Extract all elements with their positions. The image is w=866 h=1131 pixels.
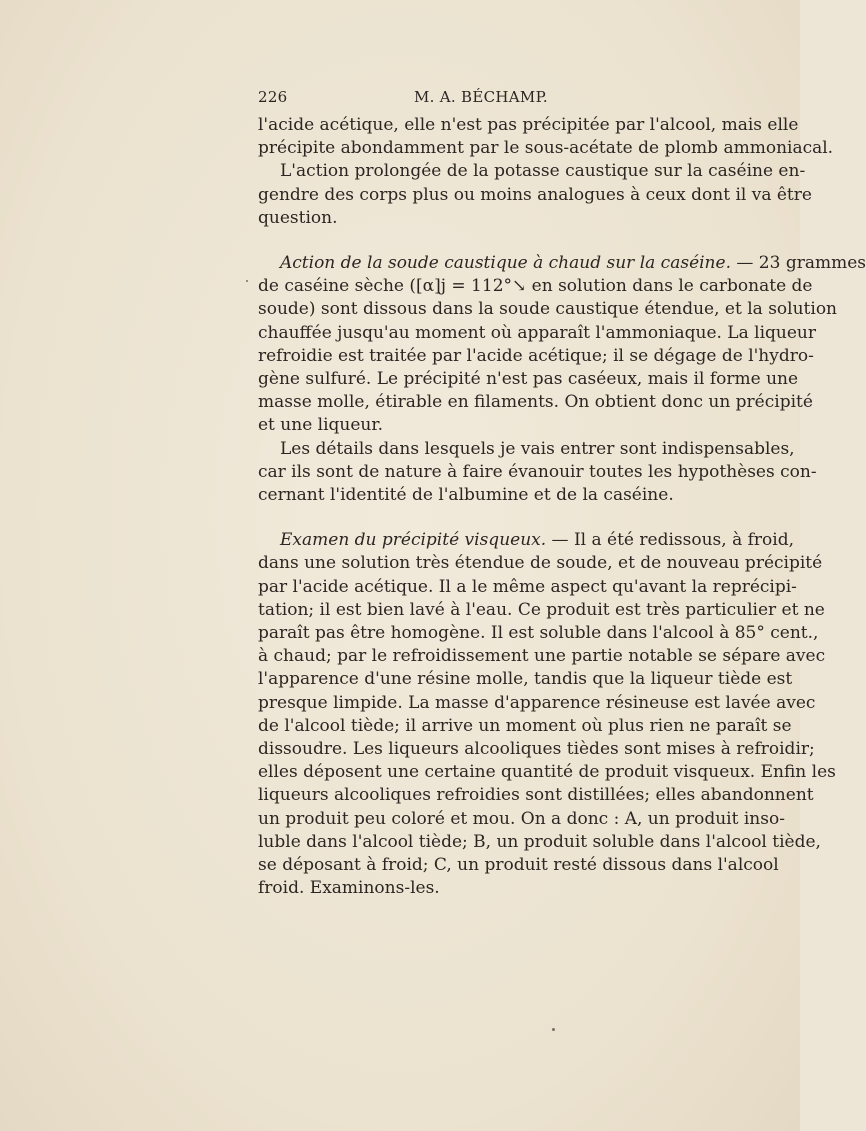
paragraph <box>258 529 836 900</box>
text-line: car ils sont de nature à faire évanouir toutes les hypothèses con- <box>258 461 817 482</box>
text-line: dissoudre. Les liqueurs alcooliques tièdes sont mises à refroidir; <box>258 739 815 760</box>
text-line: gène sulfuré. Le précipité n'est pas caséeux, mais il forme une <box>258 369 799 390</box>
text-line: soude) sont dissous dans la soude caustique étendue, et la solution <box>258 299 837 320</box>
text-line: à chaud; par le refroidissement une partie notable se sépare avec <box>258 646 826 667</box>
paragraph-gap <box>258 507 736 529</box>
paper-speck <box>552 1028 555 1031</box>
text-line: L'action prolongée de la potasse caustique sur la caséine en- <box>280 161 806 182</box>
text-line: un produit peu coloré et mou. On a donc : A, un produit inso- <box>258 808 785 829</box>
text-line: refroidie est traitée par l'acide acétique; il se dégage de l'hydro- <box>258 345 814 366</box>
text-line: et une liqueur. <box>258 415 384 436</box>
text-line: gendre des corps plus ou moins analogues à ceux dont il va être <box>258 184 812 205</box>
paragraph <box>258 438 817 508</box>
text-line: Les détails dans lesquels je vais entrer sont indispensables, <box>280 438 795 459</box>
text-line: question. <box>258 207 338 228</box>
text-line: masse molle, étirable en filaments. On obtient donc un précipité <box>258 392 813 413</box>
text-line: de l'alcool tiède; il arrive un moment où plus rien ne paraît se <box>258 715 792 736</box>
page-header <box>258 88 548 110</box>
text-line: l'acide acétique, elle n'est pas précipitée par l'alcool, mais elle <box>258 115 799 135</box>
text-line: elles déposent une certaine quantité de produit visqueux. Enfin les <box>258 762 836 783</box>
paragraph <box>258 114 834 160</box>
text-line: chauffée jusqu'au moment où apparaît l'ammoniaque. La liqueur <box>258 322 816 343</box>
text-line: tation; il est bien lavé à l'eau. Ce produit est très particulier et ne <box>258 599 825 620</box>
page-number: 226 <box>258 88 288 106</box>
body-text <box>258 114 866 901</box>
paragraph <box>258 252 866 438</box>
section-title: Action de la soude caustique à chaud sur la caséine. <box>280 253 731 274</box>
paragraph-gap <box>258 230 736 252</box>
text-line: presque limpide. La masse d'apparence résineuse est lavée avec <box>258 692 816 713</box>
text-line: précipite abondamment par le sous-acétate de plomb ammoniacal. <box>258 138 834 159</box>
text-line <box>258 529 794 552</box>
text-line: cernant l'identité de l'albumine et de la caséine. <box>258 485 674 506</box>
text-line: par l'acide acétique. Il a le même aspect qu'avant la reprécipi- <box>258 576 797 597</box>
text-line: se déposant à froid; C, un produit resté dissous dans l'alcool <box>258 855 779 876</box>
section-title: Examen du précipité visqueux. <box>280 530 547 551</box>
text-fragment: — 23 grammes <box>730 253 866 274</box>
text-fragment: — Il a été redissous, à froid, <box>546 530 794 551</box>
text-line: paraît pas être homogène. Il est soluble dans l'alcool à 85° cent., <box>258 623 819 644</box>
paper-speck <box>246 280 248 282</box>
text-line <box>258 252 866 275</box>
text-line: liqueurs alcooliques refroidies sont distillées; elles abandonnent <box>258 785 814 806</box>
text-line: luble dans l'alcool tiède; B, un produit soluble dans l'alcool tiède, <box>258 831 821 852</box>
text-line: froid. Examinons-les. <box>258 878 440 899</box>
text-line: l'apparence d'une résine molle, tandis que la liqueur tiède est <box>258 669 793 690</box>
running-head: M. A. BÉCHAMP. <box>413 88 548 106</box>
text-line: dans une solution très étendue de soude, et de nouveau précipité <box>258 553 823 574</box>
paragraph <box>258 160 812 230</box>
text-line: de caséine sèche ([α]j = 112°↘ en solution dans le carbonate de <box>258 276 813 297</box>
